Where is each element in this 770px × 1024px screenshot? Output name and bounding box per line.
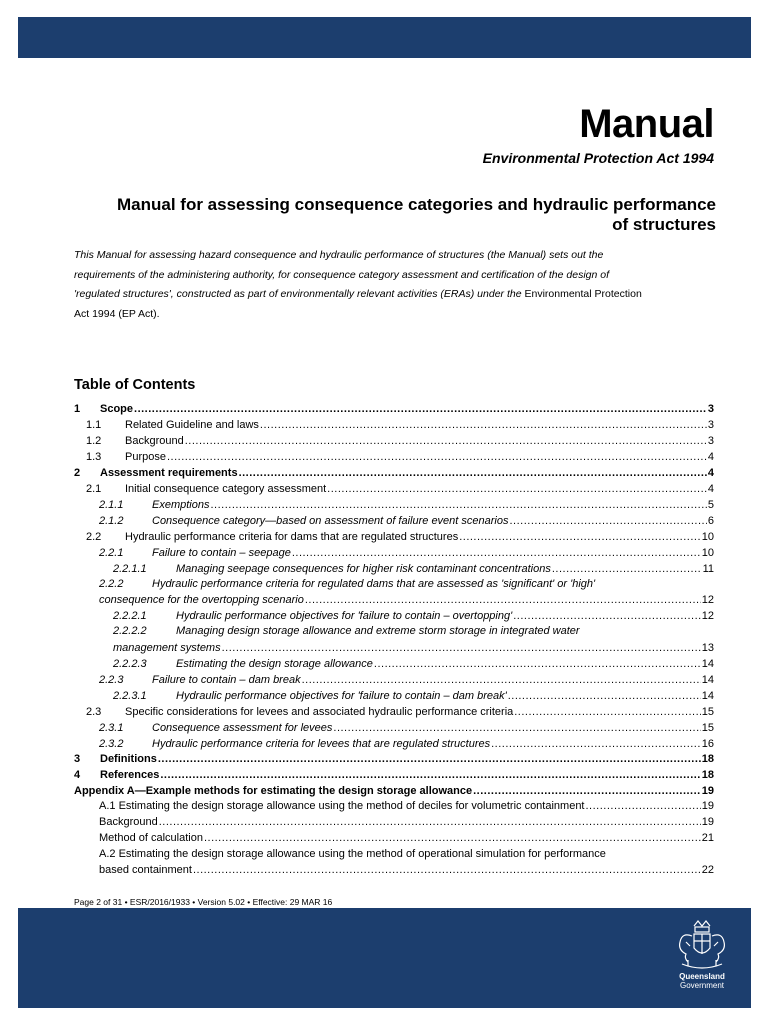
toc-entry[interactable]: 1 Scope ..... 3	[74, 402, 714, 416]
toc-entry[interactable]: 2.3.2 Hydraulic performance criteria for levees that are regulated structures ..... 16	[99, 737, 714, 751]
footer-band	[18, 908, 751, 1008]
toc-entry[interactable]: 2.2.2.3 Estimating the design storage allowance ..... 14	[113, 657, 714, 671]
page-footer: Page 2 of 31 • ESR/2016/1933 • Version 5.02 • Effective: 29 MAR 16	[74, 897, 333, 907]
toc-entry-line-1[interactable]: 2.2.2 Hydraulic performance criteria for regulated dams that are assessed as 'significant' or 'high'	[99, 578, 596, 590]
toc-heading: Table of Contents	[74, 377, 196, 393]
toc-entry[interactable]: Method of calculation ..... 21	[99, 831, 714, 845]
toc-entry[interactable]: Appendix A—Example methods for estimating the design storage allowance ..... 19	[74, 784, 714, 798]
toc-entry-line-1[interactable]: 2.2.2.2 Managing design storage allowance and extreme storm storage in integrated water	[113, 625, 580, 637]
title-line-1: Manual for assessing consequence categories and hydraulic performance	[117, 195, 716, 214]
toc-entry[interactable]: 2.3 Specific considerations for levees and associated hydraulic performance criteria ..... 15	[86, 705, 714, 719]
act-name: Environmental Protection Act 1994	[482, 150, 714, 166]
wordmark-line-2: Government	[679, 981, 725, 990]
toc-entry-line-1[interactable]: A.2 Estimating the design storage allowance using the method of operational simulation for performance	[99, 848, 606, 860]
intro-line-4: Act 1994 (EP Act).	[74, 307, 160, 320]
toc-entry[interactable]: Background ..... 19	[99, 815, 714, 829]
toc-entry[interactable]: 2.2.2.1 Hydraulic performance objectives for 'failure to contain – overtopping' ..... 12	[113, 609, 714, 623]
document-type: Manual	[579, 102, 714, 146]
intro-line-3b: Environmental Protection	[524, 288, 642, 300]
toc-entry[interactable]: 2.1.1 Exemptions ..... 5	[99, 498, 714, 512]
toc-entry[interactable]: consequence for the overtopping scenario ..... 12	[99, 593, 714, 607]
toc-entry[interactable]: 2 Assessment requirements ..... 4	[74, 466, 714, 480]
toc-entry[interactable]: 2.3.1 Consequence assessment for levees ..... 15	[99, 721, 714, 735]
toc-entry[interactable]: 2.2.1.1 Managing seepage consequences for higher risk contaminant concentrations ..... 11	[113, 562, 714, 576]
wordmark-line-1: Queensland	[679, 972, 725, 981]
toc-entry[interactable]: 3 Definitions ..... 18	[74, 752, 714, 766]
toc-entry[interactable]: based containment ..... 22	[99, 863, 714, 877]
toc-entry[interactable]: 1.1 Related Guideline and laws ..... 3	[86, 418, 714, 432]
government-wordmark	[662, 972, 742, 990]
toc-entry[interactable]: 2.2.3 Failure to contain – dam break ..... 14	[99, 673, 714, 687]
intro-line-1: This Manual for assessing hazard consequence and hydraulic performance of structures (the Manual) sets out the	[74, 249, 604, 261]
toc-entry[interactable]: management systems ..... 13	[113, 641, 714, 655]
intro-line-2: requirements of the administering authority, for consequence category assessment and certification of the design of	[74, 268, 610, 281]
toc-entry[interactable]: 2.2.1 Failure to contain – seepage ..... 10	[99, 546, 714, 560]
toc-entry[interactable]: 2.2 Hydraulic performance criteria for dams that are regulated structures ..... 10	[86, 530, 714, 544]
toc-entry[interactable]: 2.1.2 Consequence category—based on assessment of failure event scenarios ..... 6	[99, 514, 714, 528]
toc-entry[interactable]: 2.1 Initial consequence category assessment ..... 4	[86, 482, 714, 496]
intro-line-3a: 'regulated structures', constructed as part of environmentally relevant activities (ERAs) under the	[74, 288, 525, 300]
toc-entry[interactable]: A.1 Estimating the design storage allowance using the method of deciles for volumetric containment ..... 19	[99, 799, 714, 813]
toc-entry[interactable]: 2.2.3.1 Hydraulic performance objectives for 'failure to contain – dam break' ..... 14	[113, 689, 714, 703]
toc-entry[interactable]: 4 References ..... 18	[74, 768, 714, 782]
toc-entry[interactable]: 1.2 Background ..... 3	[86, 434, 714, 448]
title-line-2: of structures	[612, 215, 716, 234]
toc-entry[interactable]: 1.3 Purpose ..... 4	[86, 450, 714, 464]
